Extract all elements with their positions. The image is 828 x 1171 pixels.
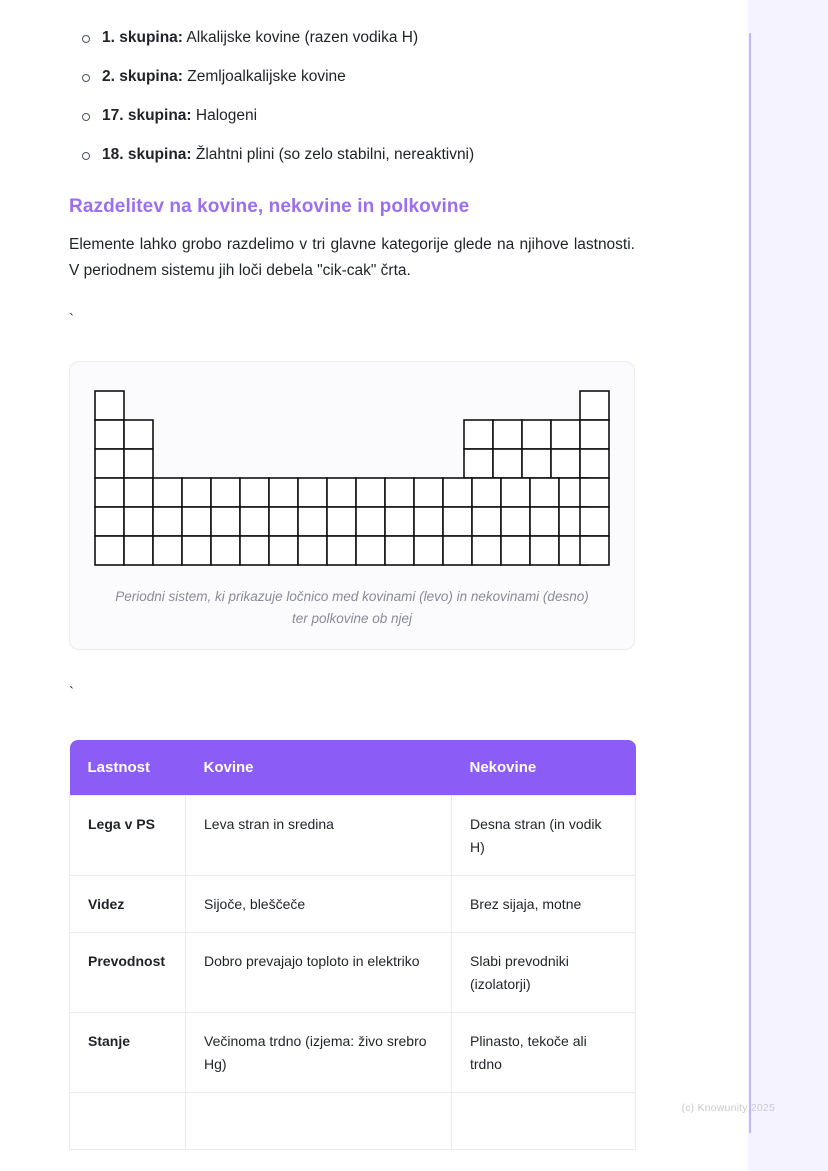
cell-nonmetals: Desna stran (in vodik H) [452, 796, 636, 876]
table-row-partial [70, 1092, 636, 1149]
section-paragraph: Elemente lahko grobo razdelimo v tri glavne kategorije glede na njihove lastnosti. V periodnem sistemu jih loči debela "cik-cak" črta. [69, 235, 635, 280]
group-text: Halogeni [191, 106, 258, 124]
figure-card [69, 361, 635, 650]
table-row [70, 875, 636, 932]
figure-caption: Periodni sistem, ki prikazuje ločnico med kovinami (levo) in nekovinami (desno) ter polkovine ob njej [115, 589, 589, 626]
cell-metals [186, 1092, 452, 1149]
column-header-property: Lastnost [70, 740, 186, 796]
group-text: Zemljoalkalijske kovine [182, 67, 346, 85]
cell-nonmetals: Plinasto, tekoče ali trdno [452, 1013, 636, 1093]
group-label: 17. skupina: [102, 106, 192, 124]
page-title: Razdelitev na kovine, nekovine in polkovine [69, 195, 470, 217]
group-label: 2. skupina: [102, 67, 183, 85]
group-label: 18. skupina: [102, 145, 192, 163]
right-decorative-rail [748, 0, 828, 1171]
group-text: Žlahtni plini (so zelo stabilni, nereaktivni) [191, 145, 475, 163]
list-item [69, 145, 635, 166]
row-label: Stanje [70, 1013, 186, 1093]
cell-nonmetals [452, 1092, 636, 1149]
row-label: Prevodnost [70, 933, 186, 1013]
cell-metals: Sijoče, bleščeče [186, 875, 452, 932]
cell-metals: Večinoma trdno (izjema: živo srebro Hg) [186, 1013, 452, 1093]
list-item [69, 28, 635, 49]
table-row [70, 1013, 636, 1093]
list-item [69, 106, 635, 127]
cell-metals: Dobro prevajajo toploto in elektriko [186, 933, 452, 1013]
table-header-row [70, 740, 636, 796]
code-marker-top: ` [69, 311, 74, 328]
periodic-table-icon [94, 390, 610, 566]
list-item [69, 67, 635, 88]
cell-nonmetals: Brez sijaja, motne [452, 875, 636, 932]
code-marker-bottom: ` [69, 684, 74, 702]
document-content [69, 0, 635, 1150]
group-label: 1. skupina: [102, 29, 183, 46]
row-label: Videz [70, 875, 186, 932]
periodic-table-wrap [94, 390, 610, 566]
right-rail-divider [749, 33, 751, 1133]
group-list [69, 0, 635, 166]
watermark: (c) Knowunity 2025 [681, 1102, 775, 1114]
column-header-nonmetals: Nekovine [452, 740, 636, 796]
cell-nonmetals: Slabi prevodniki (izolatorji) [452, 933, 636, 1013]
table-row [70, 933, 636, 1013]
column-header-metals: Kovine [186, 740, 452, 796]
group-text: Alkalijske kovine (razen vodika H) [182, 29, 419, 46]
properties-table [69, 740, 636, 1150]
row-label [70, 1092, 186, 1149]
row-label: Lega v PS [70, 796, 186, 876]
cell-metals: Leva stran in sredina [186, 796, 452, 876]
table-row [70, 796, 636, 876]
